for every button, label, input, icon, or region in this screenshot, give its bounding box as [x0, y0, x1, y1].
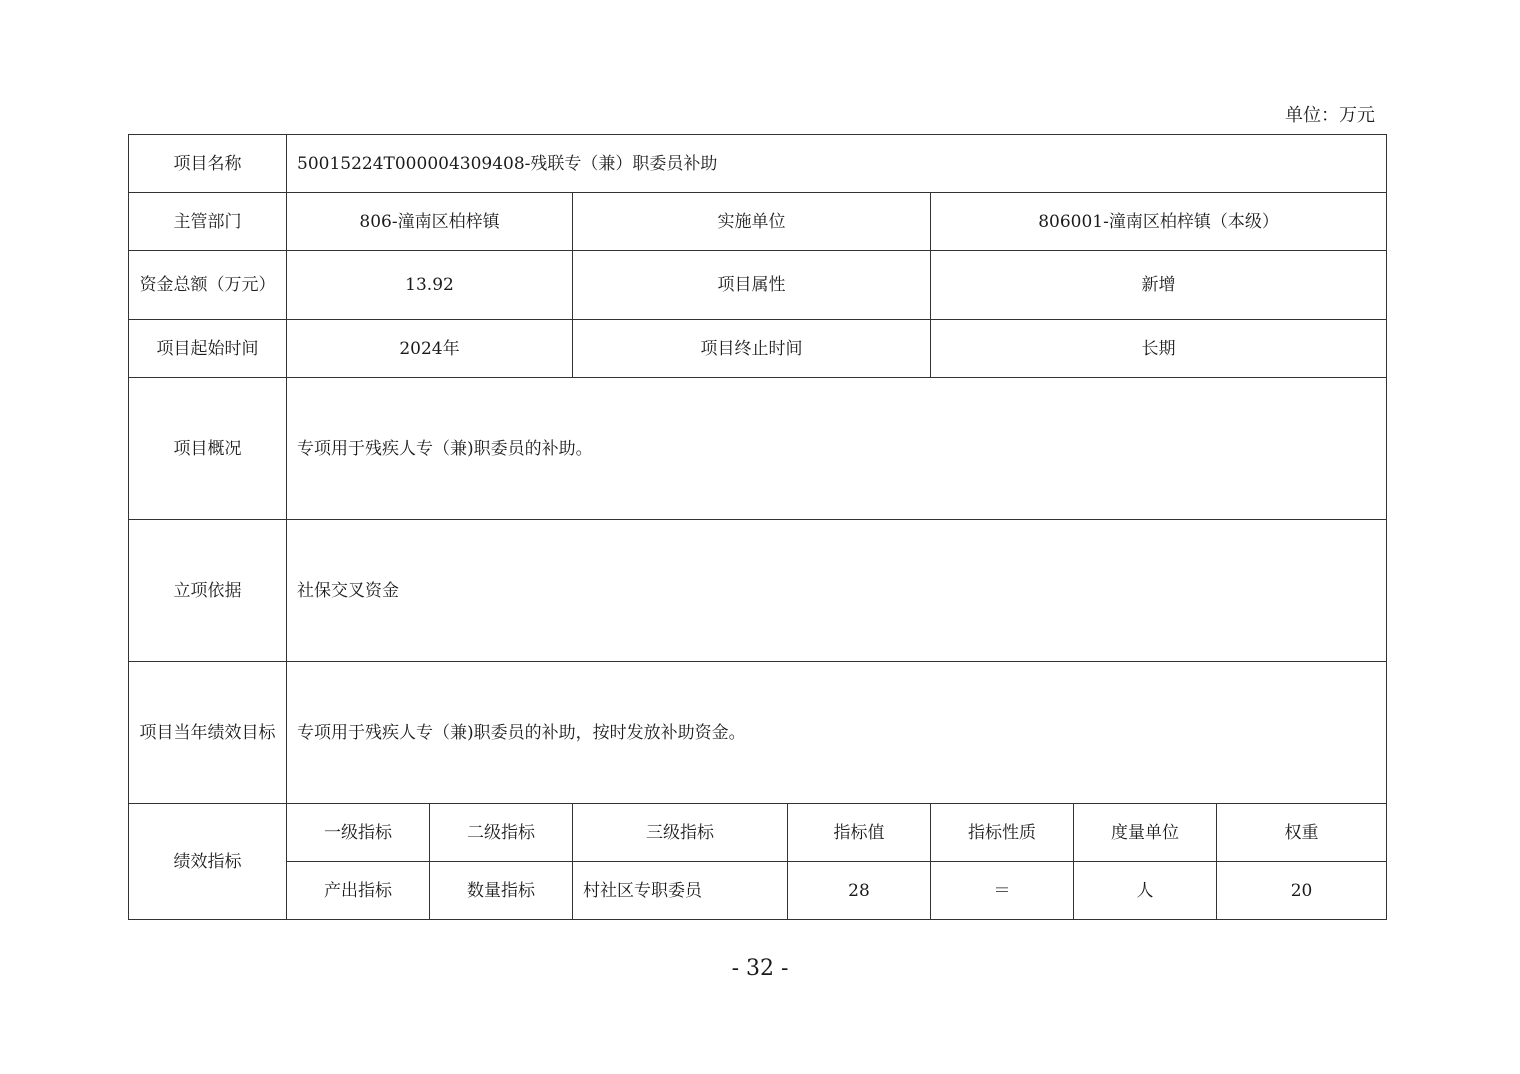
basis-value: 社保交叉资金: [287, 520, 1387, 662]
indicator-header-level2: 二级指标: [430, 804, 573, 862]
total-funds-value: 13.92: [287, 251, 573, 320]
project-name-label: 项目名称: [129, 135, 287, 193]
goal-value: 专项用于残疾人专（兼)职委员的补助，按时发放补助资金。: [287, 662, 1387, 804]
row-supervisor: [129, 193, 1387, 251]
implementer-value: 806001-潼南区柏梓镇（本级）: [931, 193, 1387, 251]
row-dates: [129, 320, 1387, 378]
indicator-header-unit: 度量单位: [1074, 804, 1217, 862]
supervisor-value: 806-潼南区柏梓镇: [287, 193, 573, 251]
unit-label: 单位：万元: [1285, 105, 1375, 126]
indicator-unit: 人: [1074, 862, 1217, 920]
indicator-level1: 产出指标: [287, 862, 430, 920]
row-overview: [129, 378, 1387, 520]
indicator-header-value: 指标值: [788, 804, 931, 862]
indicator-level3: 村社区专职委员: [573, 862, 788, 920]
start-label: 项目起始时间: [129, 320, 287, 378]
total-funds-label: 资金总额（万元）: [129, 251, 287, 320]
start-value: 2024年: [287, 320, 573, 378]
project-performance-table: [128, 134, 1387, 920]
page-number: - 32 -: [731, 956, 789, 981]
indicator-row: [129, 862, 1387, 920]
indicator-level2: 数量指标: [430, 862, 573, 920]
supervisor-label: 主管部门: [129, 193, 287, 251]
implementer-label: 实施单位: [573, 193, 931, 251]
indicator-header-level1: 一级指标: [287, 804, 430, 862]
project-name-value: 50015224T000004309408-残联专（兼）职委员补助: [287, 135, 1387, 193]
indicator-weight: 20: [1217, 862, 1387, 920]
goal-label: 项目当年绩效目标: [129, 662, 287, 804]
overview-value: 专项用于残疾人专（兼)职委员的补助。: [287, 378, 1387, 520]
attribute-value: 新增: [931, 251, 1387, 320]
indicator-header-level3: 三级指标: [573, 804, 788, 862]
basis-label: 立项依据: [129, 520, 287, 662]
row-basis: [129, 520, 1387, 662]
row-goal: [129, 662, 1387, 804]
indicator-nature: ＝: [931, 862, 1074, 920]
indicator-value: 28: [788, 862, 931, 920]
indicator-header-nature: 指标性质: [931, 804, 1074, 862]
row-project-name: [129, 135, 1387, 193]
indicator-header-row: [129, 804, 1387, 862]
end-value: 长期: [931, 320, 1387, 378]
overview-label: 项目概况: [129, 378, 287, 520]
row-total-funds: [129, 251, 1387, 320]
end-label: 项目终止时间: [573, 320, 931, 378]
indicators-label: 绩效指标: [129, 804, 287, 920]
attribute-label: 项目属性: [573, 251, 931, 320]
indicator-header-weight: 权重: [1217, 804, 1387, 862]
